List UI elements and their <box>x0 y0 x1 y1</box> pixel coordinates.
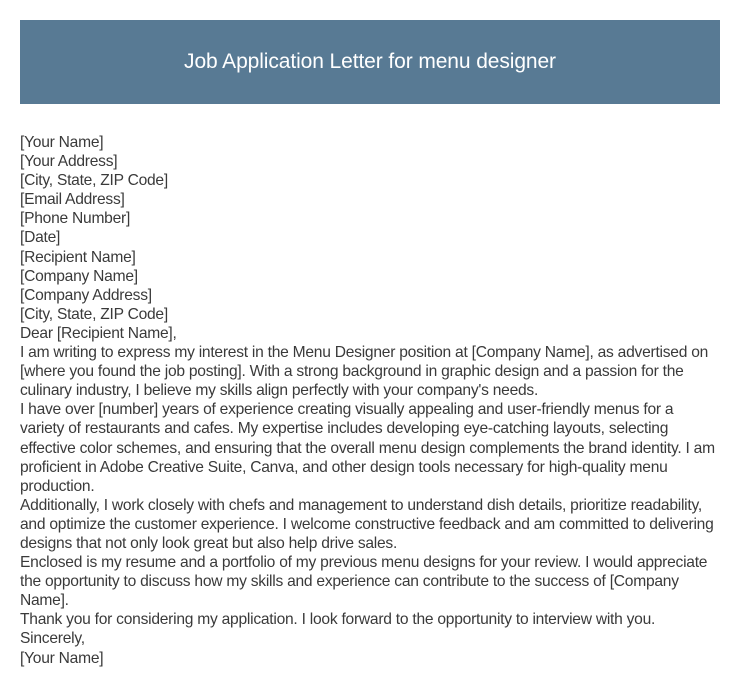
recipient-company: [Company Name] <box>20 267 138 285</box>
page-header <box>20 20 720 104</box>
closing: Sincerely, <box>20 630 85 648</box>
page-title: Job Application Letter for menu designer <box>184 50 556 73</box>
letter-body <box>20 133 720 668</box>
paragraph-enclosure: Enclosed is my resume and a portfolio of my previous menu designs for your review. I would appreciate the opportunity to discuss how my skills and experience can contribute to the success of [Company Name]. <box>20 554 708 610</box>
sender-phone: [Phone Number] <box>20 210 131 228</box>
salutation: Dear [Recipient Name], <box>20 324 177 342</box>
paragraph-intro: I am writing to express my interest in the Menu Designer position at [Company Name], as advertised on [where you found the job posting]. With a strong background in graphic design and a passion for the culinary industry, I believe my skills align perfectly with your company's needs. <box>20 344 709 400</box>
paragraph-collaboration: Additionally, I work closely with chefs and management to understand dish details, prioritize readability, and optimize the customer experience. I welcome constructive feedback and am committed to delivering designs that not only look great but also help drive sales. <box>20 496 714 552</box>
letter-date: [Date] <box>20 229 61 247</box>
paragraph-experience: I have over [number] years of experience creating visually appealing and user-friendly menus for a variety of restaurants and cafes. My expertise includes developing eye-catching layouts, selecting effective color schemes, and ensuring that the overall menu design complements the brand identity. I am proficient in Adobe Creative Suite, Canva, and other design tools necessary for high-quality menu production. <box>20 401 715 495</box>
recipient-company-address: [Company Address] <box>20 286 152 304</box>
sender-address: [Your Address] <box>20 153 118 171</box>
sender-email: [Email Address] <box>20 191 125 209</box>
sender-name: [Your Name] <box>20 134 104 151</box>
sender-city-state-zip: [City, State, ZIP Code] <box>20 172 168 190</box>
recipient-name: [Recipient Name] <box>20 248 136 266</box>
recipient-city-state-zip: [City, State, ZIP Code] <box>20 305 168 323</box>
signature: [Your Name] <box>20 649 104 667</box>
paragraph-thanks: Thank you for considering my application. I look forward to the opportunity to interview with you. <box>20 611 656 629</box>
